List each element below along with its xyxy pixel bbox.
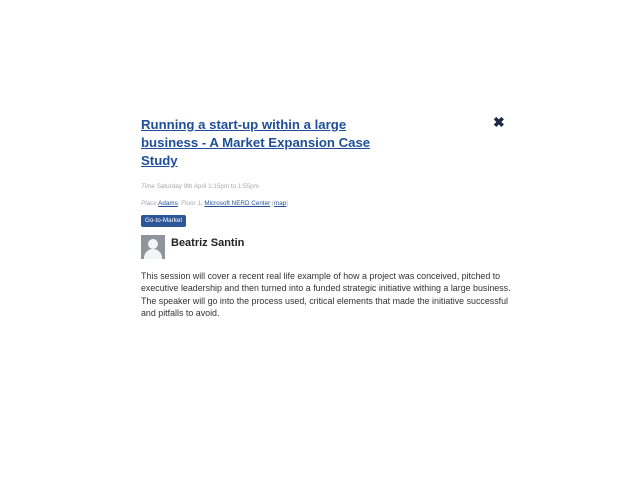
map-open-paren: ( — [270, 200, 275, 207]
close-icon[interactable]: ✖ — [493, 114, 505, 130]
map-link[interactable]: map — [274, 200, 287, 207]
room-link[interactable]: Adams — [158, 200, 178, 207]
time-label: Time — [141, 183, 155, 190]
speaker-name: Beatriz Santin — [171, 237, 245, 249]
place-label: Place — [141, 200, 157, 207]
track-tag-button[interactable]: Go-to-Market — [141, 215, 186, 227]
session-popup — [141, 116, 511, 319]
user-avatar-icon — [141, 235, 165, 259]
speaker — [141, 235, 511, 259]
map-close-paren: ) — [286, 200, 289, 207]
session-description: This session will cover a recent real life example of how a project was conceived, pitched to executive leadership and then turned into a funded strategic initiative withing a large business. The speaker will go into the process used, critical elements that made the initiative successful and pitfalls to avoid. — [141, 271, 511, 318]
time-value: Saturday 9th April 1:15pm to 1:55pm — [156, 183, 259, 190]
place-floor: , Floor 1, — [177, 200, 205, 207]
avatar-head — [148, 239, 158, 249]
avatar-body — [144, 249, 162, 259]
venue-link[interactable]: Microsoft NERD Center — [204, 200, 271, 207]
session-place — [141, 199, 511, 208]
session-time — [141, 182, 511, 191]
session-title-link[interactable]: Running a start-up within a large business - A Market Expansion Case Study — [141, 117, 371, 168]
